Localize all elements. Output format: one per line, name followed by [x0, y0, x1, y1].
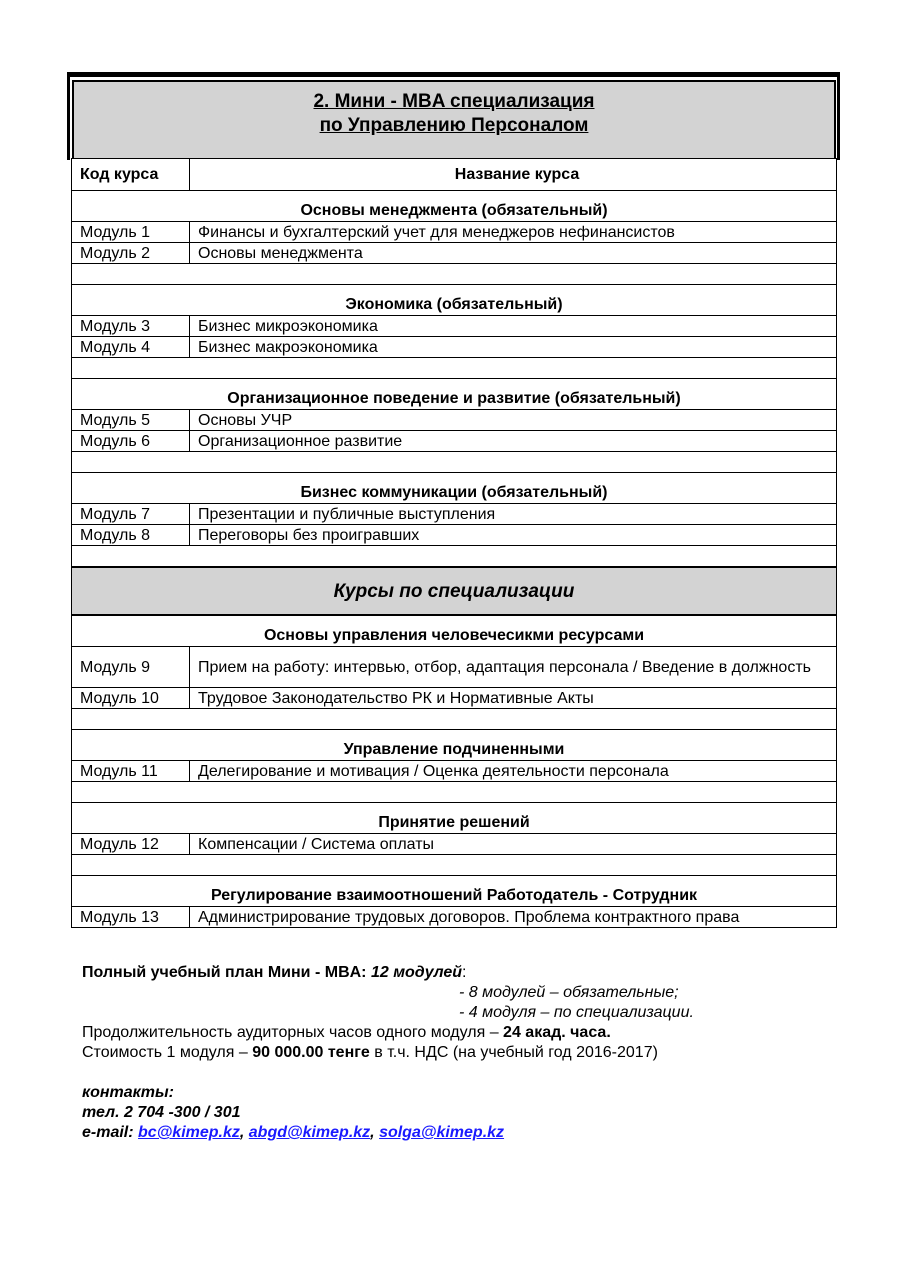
cost-line — [82, 1043, 842, 1063]
email-link[interactable]: bc@kimep.kz — [138, 1124, 240, 1141]
plan-colon: : — [462, 964, 467, 981]
table-row — [72, 316, 837, 337]
contacts-label: контакты: — [82, 1084, 174, 1101]
email-separator: , — [239, 1124, 249, 1141]
section-heading — [72, 285, 837, 316]
plan-label: Полный учебный план Мини - MBA: — [82, 964, 371, 981]
section-heading — [72, 615, 837, 647]
module-code: Модуль 11 — [72, 761, 190, 782]
table-row — [72, 907, 837, 928]
section-title: Регулирование взаимоотношений Работодатель - Сотрудник — [72, 876, 837, 907]
table-row — [72, 834, 837, 855]
section-heading — [72, 473, 837, 504]
spacer-row — [72, 855, 837, 876]
email-link[interactable]: solga@kimep.kz — [379, 1124, 505, 1141]
module-code: Модуль 7 — [72, 504, 190, 525]
table-row — [72, 688, 837, 709]
module-code: Модуль 13 — [72, 907, 190, 928]
module-code: Модуль 1 — [72, 222, 190, 243]
title-line-2: по Управлению Персоналом — [319, 115, 589, 136]
module-name: Прием на работу: интервью, отбор, адаптация персонала / Введение в должность — [190, 647, 837, 688]
module-name: Финансы и бухгалтерский учет для менеджеров нефинансистов — [190, 222, 837, 243]
section-heading — [72, 730, 837, 761]
spacer-cell — [72, 709, 837, 730]
module-code: Модуль 4 — [72, 337, 190, 358]
spacer-row — [72, 452, 837, 473]
email-separator: , — [370, 1124, 380, 1141]
module-name: Бизнес макроэкономика — [190, 337, 837, 358]
table-row — [72, 647, 837, 688]
email-link[interactable]: abgd@kimep.kz — [248, 1124, 371, 1141]
section-title: Бизнес коммуникации (обязательный) — [72, 473, 837, 504]
table-header — [72, 159, 837, 191]
duration-value: 24 акад. часа. — [503, 1024, 611, 1041]
module-code: Модуль 9 — [72, 647, 190, 688]
section-heading — [72, 191, 837, 222]
section-heading — [72, 379, 837, 410]
table-row — [72, 431, 837, 452]
section-title: Экономика (обязательный) — [72, 285, 837, 316]
module-name: Трудовое Законодательство РК и Нормативные Акты — [190, 688, 837, 709]
specialization-title: Курсы по специализации — [72, 567, 837, 615]
email-label: e-mail: — [82, 1124, 139, 1141]
footer — [82, 963, 842, 1143]
duration-line — [82, 1023, 842, 1043]
section-title: Организационное поведение и развитие (обязательный) — [72, 379, 837, 410]
header-name: Название курса — [190, 159, 837, 191]
spacer-row — [72, 264, 837, 285]
spacer-row — [72, 782, 837, 803]
module-name: Переговоры без проигравших — [190, 525, 837, 546]
table-row — [72, 504, 837, 525]
module-name: Бизнес микроэкономика — [190, 316, 837, 337]
module-code: Модуль 2 — [72, 243, 190, 264]
module-code: Модуль 10 — [72, 688, 190, 709]
course-table — [71, 158, 837, 928]
module-name: Администрирование трудовых договоров. Проблема контрактного права — [190, 907, 837, 928]
module-name: Организационное развитие — [190, 431, 837, 452]
title-line-1: 2. Мини - MBA специализация — [313, 91, 595, 112]
mandatory-count: - 8 модулей – обязательные; — [459, 984, 679, 1001]
spacer-cell — [72, 782, 837, 803]
section-heading — [72, 876, 837, 907]
header-code: Код курса — [72, 159, 190, 191]
section-heading — [72, 803, 837, 834]
module-code: Модуль 5 — [72, 410, 190, 431]
phone: тел. 2 704 -300 / 301 — [82, 1104, 241, 1121]
module-name: Основы УЧР — [190, 410, 837, 431]
specialization-heading — [72, 567, 837, 615]
module-name: Основы менеджмента — [190, 243, 837, 264]
module-code: Модуль 8 — [72, 525, 190, 546]
section-title: Принятие решений — [72, 803, 837, 834]
table-row — [72, 222, 837, 243]
spacer-cell — [72, 855, 837, 876]
spacer-row — [72, 546, 837, 568]
section-title: Управление подчиненными — [72, 730, 837, 761]
spacer-row — [72, 358, 837, 379]
cost-suffix: в т.ч. НДС (на учебный год 2016-2017) — [369, 1044, 658, 1061]
plan-value: 12 модулей — [370, 964, 463, 981]
specialized-count: - 4 модуля – по специализации. — [459, 1004, 694, 1021]
cost-text: Стоимость 1 модуля – — [82, 1044, 253, 1061]
cost-value: 90 000.00 тенге — [252, 1044, 370, 1061]
module-name: Компенсации / Система оплаты — [190, 834, 837, 855]
module-code: Модуль 12 — [72, 834, 190, 855]
module-name: Презентации и публичные выступления — [190, 504, 837, 525]
table-row — [72, 337, 837, 358]
plan-summary — [82, 963, 842, 983]
email-list — [138, 1124, 504, 1141]
spacer-cell — [72, 358, 837, 379]
section-title: Основы управления человечесикми ресурсами — [72, 615, 837, 647]
spacer-cell — [72, 452, 837, 473]
module-code: Модуль 6 — [72, 431, 190, 452]
table-row — [72, 243, 837, 264]
page-title — [72, 80, 836, 158]
section-title: Основы менеджмента (обязательный) — [72, 191, 837, 222]
table-row — [72, 410, 837, 431]
table-row — [72, 761, 837, 782]
spacer-cell — [72, 264, 837, 285]
spacer-cell — [72, 546, 837, 568]
table-row — [72, 525, 837, 546]
email-line — [82, 1123, 842, 1143]
duration-text: Продолжительность аудиторных часов одного модуля – — [82, 1024, 504, 1041]
spacer-row — [72, 709, 837, 730]
module-code: Модуль 3 — [72, 316, 190, 337]
module-name: Делегирование и мотивация / Оценка деятельности персонала — [190, 761, 837, 782]
